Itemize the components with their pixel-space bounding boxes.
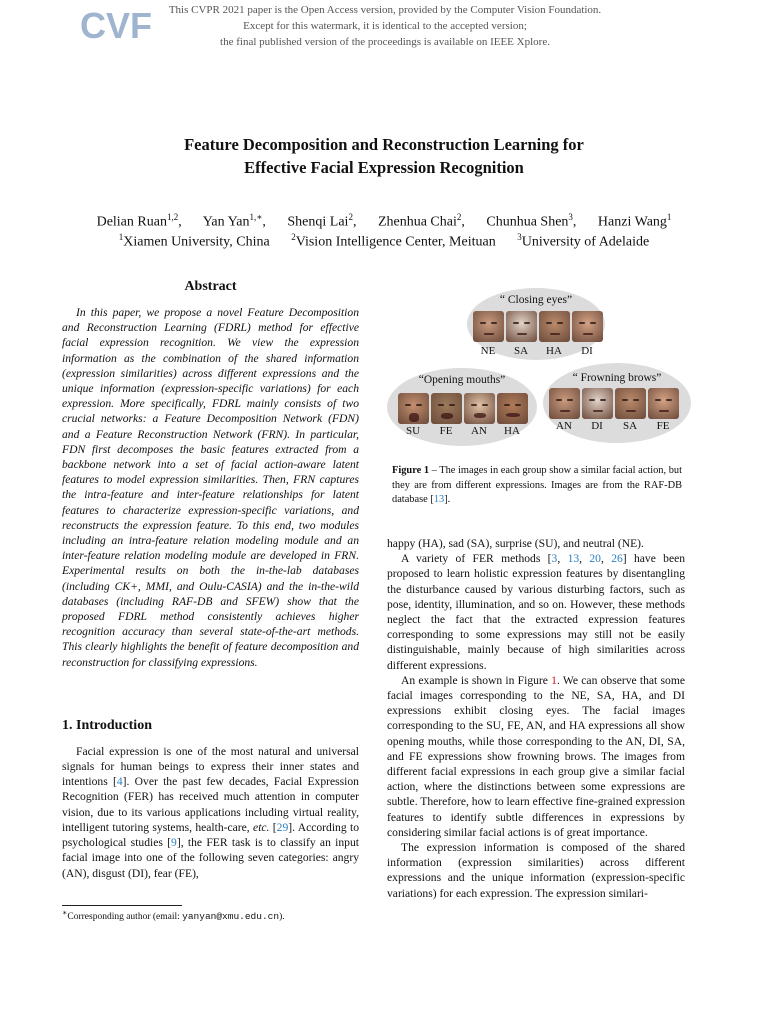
footnote-rule	[62, 905, 182, 906]
author-sup: 1,2	[166, 212, 179, 222]
affiliation-name: Xiamen University, China	[123, 234, 270, 250]
intro-paragraph: Facial expression is one of the most natural and universal signals for human beings to express their inner states and intentions [4]. Over the past few decades, Facial Expression Recognition (FER) has received much attention in computer vision, due to its various applications including virtual reality, intelligent tutoring systems, health-care, etc. [29]. According to psychological studies [9], the FER task is to classify an input facial image into one of the following seven categories: angry (AN), disgust (DI), fear (FE),	[62, 744, 359, 880]
right-column	[387, 536, 685, 901]
expression-code-label: AN	[556, 420, 572, 432]
face-image	[539, 311, 570, 342]
citation-link[interactable]: 26	[611, 552, 623, 566]
footnote-email[interactable]: yanyan@xmu.edu.cn	[182, 911, 280, 923]
paper-title-line-2: Effective Facial Expression Recognition	[244, 158, 524, 177]
author-list: Delian Ruan$^{1,2}$, Yan Yan$^{1,∗}$, Shenqi Lai$^2$, Zhenhua Chai$^2$, Chunhua Shen$^3$, Hanzi Wang$^1$	[96, 212, 672, 230]
author-name: Zhenhua Chai	[377, 214, 457, 230]
affiliation-name: Vision Intelligence Center, Meituan	[295, 234, 496, 250]
expression-code-label: NE	[480, 345, 496, 357]
figure-1-caption: Figure 1 – The images in each group show a similar facial action, but they are from different expressions. Images are from the RAF-DB database [13].	[392, 465, 682, 505]
affiliation-sup: 3	[517, 232, 522, 242]
figure-reference-link[interactable]: 1	[551, 673, 557, 687]
watermark-line-2: Except for this watermark, it is identical to the accepted version;	[243, 20, 527, 32]
citation-link[interactable]: 3	[551, 552, 558, 566]
right-paragraph-2: An example is shown in Figure 1. We can observe that some facial images corresponding to the NE, SA, HA, and DI expressions exhibit closing eyes. The facial images corresponding to the SU, FE, AN, and HA expressions all show opening mouths, while those corresponding to the AN, DI, SA, and FE expressions show frowning brows. The images from different facial expressions in each group give a similar facial action, where the distinctions between some expressions are subtle. Therefore, how to learn effective fine-grained expression features to identify subtle differences in expressions by considering similar facial actions is of great importance.	[387, 673, 685, 839]
expression-code-label: DI	[581, 345, 593, 357]
author-name: Chunhua Shen	[486, 214, 569, 230]
citation-link[interactable]: 9	[171, 836, 177, 850]
expression-code-label: AN	[471, 425, 487, 437]
right-paragraph-1: A variety of FER methods [3, 13, 20, 26] have been proposed to learn holistic expression features by disentangling the disturbance caused by various disturbing factors, such as pose, identity, illumination, and so on. However, these methods neglect the fact that the extracted expression features corresponding to some expressions may still not be easily distinguishable, mainly because of high similarities across different expressions.	[387, 552, 686, 672]
abstract-heading: Abstract	[184, 279, 237, 294]
face-image	[615, 388, 646, 419]
face-image	[497, 393, 528, 424]
group-label-closing-eyes: “ Closing eyes”	[499, 294, 573, 306]
face-image	[431, 393, 462, 424]
introduction-heading: 1. Introduction	[62, 717, 152, 733]
affiliation-sup: 2	[291, 232, 296, 242]
citation-link[interactable]: 29	[276, 820, 289, 834]
face-image	[506, 311, 537, 342]
affiliation-list	[40, 227, 728, 253]
group-label-opening-mouths: “Opening mouths”	[418, 374, 506, 386]
right-paragraph-0: happy (HA), sad (SA), surprise (SU), and neutral (NE).	[387, 537, 644, 550]
author-sup: 2	[456, 212, 462, 222]
face-image	[572, 311, 603, 342]
expression-code-label: HA	[504, 425, 520, 437]
abstract-text: In this paper, we propose a novel Feature Decomposition and Reconstruction Learning (FDRL) method for effective facial expression recognition. We view the expression information as the combination of the shared information (expression similarities) across different expressions and the unique information (expression-specific variations) for each expression. More specifically, FDRL mainly consists of two crucial networks: a Feature Decomposition Network (FDN) and a Feature Reconstruction Network (FRN). In particular, FDN first decomposes the basic features extracted from a backbone network into a set of facial action-aware latent features to model expression similarities. Then, FRN captures the intra-feature and inter-feature relationships for latent features to characterize expression-specific variations, and reconstructs the expression feature. To this end, two modules including an intra-feature relation modeling module and an inter-feature relation modeling module are developed in FRN. Experimental results on both the in-the-lab databases (including CK+, MMI, and Oulu-CASIA) and the in-the-wild databases (including RAF-DB and SFEW) show that the proposed FDRL method consistently achieves higher recognition accuracy than several state-of-the-art methods. This clearly highlights the benefit of feature decomposition and reconstruction for classifying expressions.	[62, 306, 359, 669]
figure-1	[383, 288, 691, 448]
left-column	[62, 279, 359, 881]
author-sup: 1,∗	[249, 212, 263, 222]
watermark-line-3: the final published version of the proceedings is available on IEEE Xplore.	[220, 36, 550, 48]
citation-link[interactable]: 13	[567, 552, 580, 566]
face-image	[582, 388, 613, 419]
cvf-logo-text: CVF	[80, 5, 152, 46]
expression-code-label: FE	[656, 420, 670, 432]
expression-code-label: SA	[513, 345, 529, 357]
group-label-frowning-brows: “ Frowning brows”	[572, 372, 662, 384]
author-name: Hanzi Wang	[597, 214, 667, 230]
face-image	[473, 311, 504, 342]
paper-title-line-1: Feature Decomposition and Reconstruction Learning for	[184, 135, 584, 154]
expression-code-label: SA	[622, 420, 638, 432]
face-image	[398, 393, 429, 424]
citation-link[interactable]: 13	[433, 494, 445, 505]
author-name: Yan Yan	[202, 214, 250, 230]
author-sup: 3	[568, 212, 573, 222]
face-image	[464, 393, 495, 424]
expression-code-label: SU	[405, 425, 421, 437]
affiliation-sup: 1	[118, 232, 124, 242]
watermark-line-1: This CVPR 2021 paper is the Open Access version, provided by the Computer Vision Foundation.	[168, 4, 602, 16]
author-sup: 2	[348, 212, 353, 222]
face-image	[549, 388, 580, 419]
author-name: Delian Ruan	[96, 214, 167, 230]
affiliation-name: University of Adelaide	[521, 234, 650, 250]
expression-code-label: DI	[591, 420, 603, 432]
citation-link[interactable]: 20	[589, 552, 601, 566]
face-image	[648, 388, 679, 419]
author-name: Shenqi Lai	[287, 214, 349, 230]
footnote: ∗Corresponding author (email: yanyan@xmu.edu.cn).	[62, 908, 285, 923]
citation-link[interactable]: 4	[116, 775, 123, 789]
right-paragraph-3: The expression information is composed of the shared information (expression similarities) across different expressions and the unique information (expression-specific variations) for each expression. The expression similari-	[387, 841, 685, 900]
expression-code-label: FE	[439, 425, 453, 437]
author-sup: 1	[666, 212, 672, 222]
expression-code-label: HA	[546, 345, 562, 357]
